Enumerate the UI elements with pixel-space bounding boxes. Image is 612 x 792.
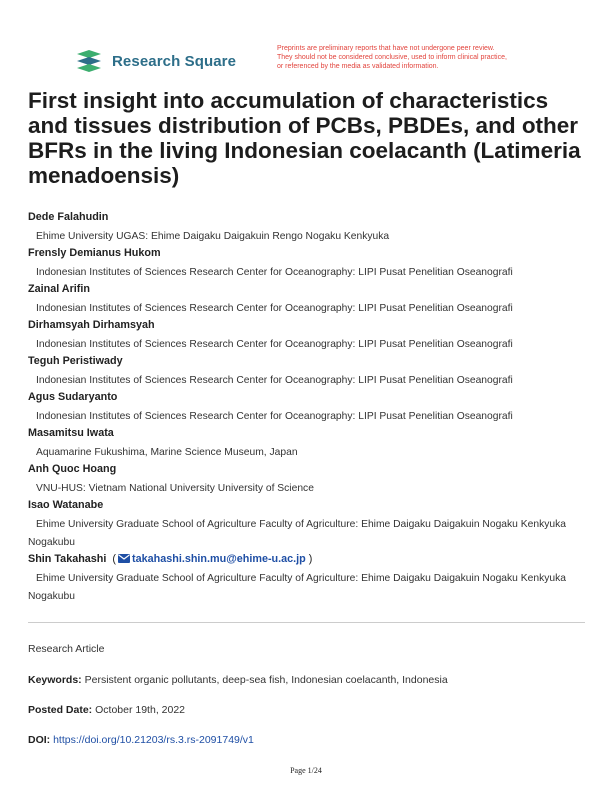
author-entry — [28, 354, 588, 390]
author-name: Shin Takahashi — [28, 553, 107, 565]
author-entry — [28, 318, 588, 354]
page-number: Page 1/24 — [290, 766, 322, 775]
disclaimer-line: They should not be considered conclusive, used to inform clinical practice, — [277, 54, 507, 61]
email-open-paren: ( — [109, 553, 117, 565]
doi-label: DOI: — [28, 734, 51, 746]
corresponding-author — [28, 552, 588, 570]
author-name: Frensly Demianus Hukom — [28, 247, 161, 259]
disclaimer-line: Preprints are preliminary reports that have not undergone peer review. — [277, 45, 495, 52]
author-affiliation: VNU-HUS: Vietnam National University University of Science — [36, 483, 314, 494]
author-email-link[interactable]: takahashi.shin.mu@ehime-u.ac.jp — [132, 553, 306, 565]
posted-date — [28, 704, 185, 716]
author-affiliation: Ehime University Graduate School of Agriculture Faculty of Agriculture: Ehime Daigaku Daigakuin Nogaku Kenkyuka Nogakubu — [28, 573, 566, 602]
author-name: Dede Falahudin — [28, 211, 109, 223]
author-name: Zainal Arifin — [28, 283, 90, 295]
author-affiliation: Indonesian Institutes of Sciences Research Center for Oceanography: LIPI Pusat Penelitian Oseanografi — [36, 339, 513, 350]
author-entry — [28, 210, 588, 246]
logo-text: Research Square — [112, 52, 237, 70]
author-entry — [28, 498, 588, 552]
keywords — [28, 674, 448, 686]
research-square-logo-icon — [74, 49, 104, 73]
author-name: Dirhamsyah Dirhamsyah — [28, 319, 155, 331]
author-entry — [28, 552, 588, 606]
author-name: Agus Sudaryanto — [28, 391, 118, 403]
author-entry — [28, 426, 588, 462]
author-affiliation: Indonesian Institutes of Sciences Research Center for Oceanography: LIPI Pusat Penelitian Oseanografi — [36, 411, 513, 422]
preprint-disclaimer — [277, 44, 567, 71]
author-entry — [28, 462, 588, 498]
keywords-value: Persistent organic pollutants, deep-sea fish, Indonesian coelacanth, Indonesia — [84, 674, 448, 686]
research-square-logo[interactable] — [74, 49, 236, 73]
author-affiliation: Indonesian Institutes of Sciences Research Center for Oceanography: LIPI Pusat Penelitian Oseanografi — [36, 303, 513, 314]
keywords-label: Keywords: — [28, 674, 82, 686]
author-entry — [28, 282, 588, 318]
envelope-icon — [118, 554, 130, 563]
header — [74, 44, 564, 78]
article-type: Research Article — [28, 643, 105, 655]
author-entry — [28, 246, 588, 282]
section-divider — [28, 622, 585, 623]
author-name: Anh Quoc Hoang — [28, 463, 117, 475]
author-name: Masamitsu Iwata — [28, 427, 114, 439]
author-affiliation: Aquamarine Fukushima, Marine Science Museum, Japan — [36, 447, 298, 458]
email-close-paren: ) — [305, 553, 313, 565]
author-entry — [28, 390, 588, 426]
disclaimer-line: or referenced by the media as validated information. — [277, 63, 439, 70]
author-affiliation: Ehime University UGAS: Ehime Daigaku Daigakuin Rengo Nogaku Kenkyuka — [36, 231, 390, 242]
doi — [28, 734, 254, 746]
author-list — [28, 210, 588, 606]
doi-link[interactable]: https://doi.org/10.21203/rs.3.rs-2091749/v1 — [53, 734, 254, 746]
author-affiliation: Indonesian Institutes of Sciences Research Center for Oceanography: LIPI Pusat Penelitian Oseanografi — [36, 267, 513, 278]
posted-date-value: October 19th, 2022 — [95, 704, 186, 716]
posted-date-label: Posted Date: — [28, 704, 93, 716]
author-affiliation: Ehime University Graduate School of Agriculture Faculty of Agriculture: Ehime Daigaku Daigakuin Nogaku Kenkyuka Nogakubu — [28, 519, 566, 548]
author-affiliation: Indonesian Institutes of Sciences Research Center for Oceanography: LIPI Pusat Penelitian Oseanografi — [36, 375, 513, 386]
author-name: Teguh Peristiwady — [28, 355, 123, 367]
paper-title: First insight into accumulation of characteristics and tissues distribution of PCBs, PBDEs, and other BFRs in the living Indonesian coelacanth (Latimeria menadoensis) — [28, 88, 581, 188]
author-name: Isao Watanabe — [28, 499, 104, 511]
